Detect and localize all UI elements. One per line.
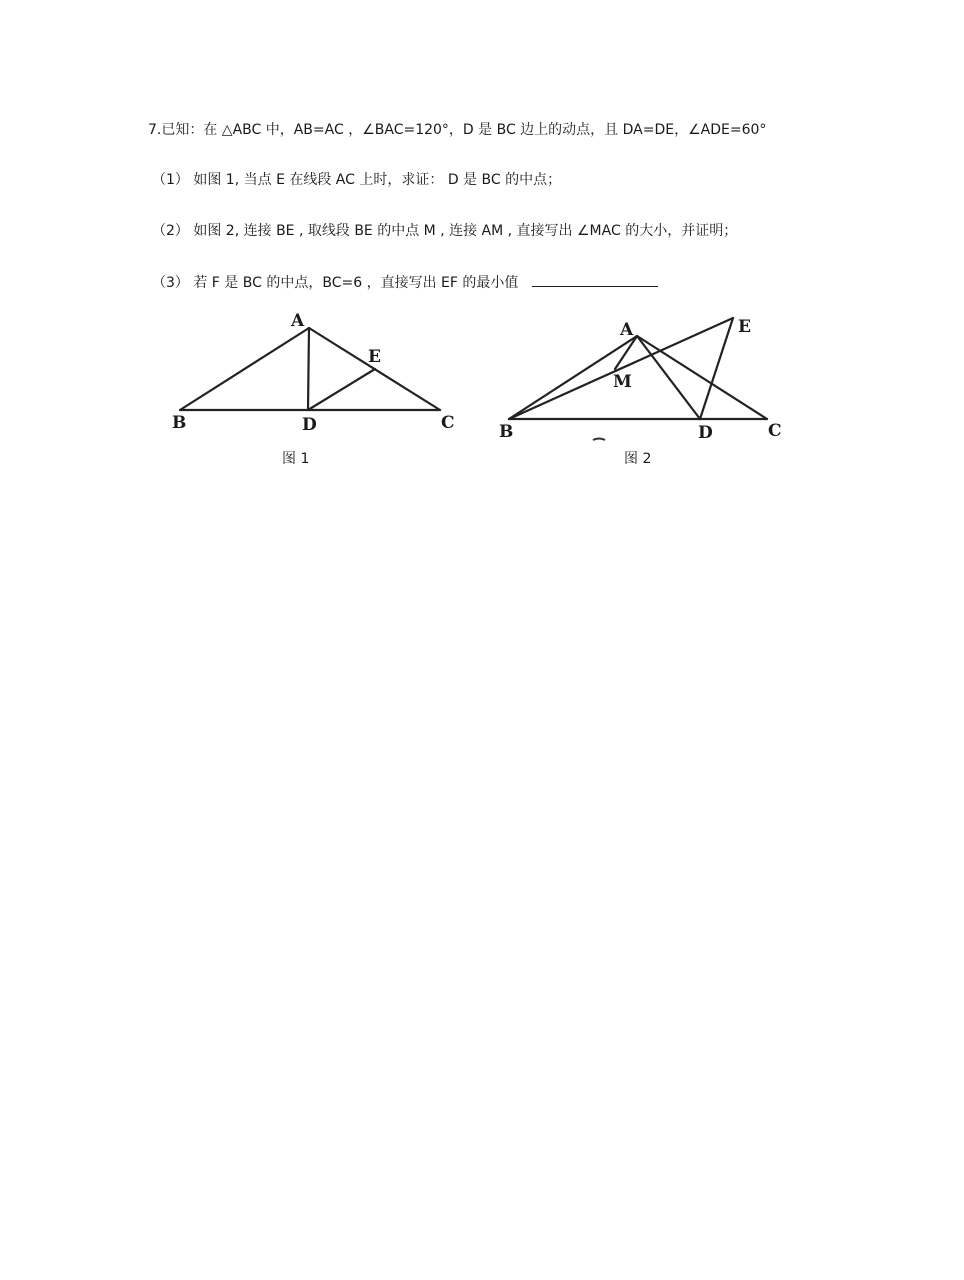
fig2-segment-DE — [700, 318, 733, 419]
problem-part-2: （2） 如图 2, 连接 BE , 取线段 BE 的中点 M , 连接 AM , 直接写出 ∠MAC 的大小，并证明； — [152, 223, 738, 239]
figure-1-caption: 图 1 — [282, 451, 310, 467]
figure-2-lines — [509, 318, 767, 419]
fig2-label-C: C — [768, 421, 782, 441]
fig1-label-C: C — [441, 413, 455, 433]
fig1-label-B: B — [172, 413, 187, 433]
problem-part-1: （1） 如图 1, 当点 E 在线段 AC 上时，求证： D 是 BC 的中点； — [152, 172, 562, 188]
fig2-label-D: D — [698, 423, 713, 443]
fig2-label-E: E — [738, 317, 751, 337]
fig2-label-B: B — [499, 422, 514, 442]
fig2-stray-mark — [593, 439, 605, 441]
fig2-segment-AD — [637, 336, 700, 419]
problem-part-3-text: （3） 若 F 是 BC 的中点，BC=6 ，直接写出 EF 的最小值 — [152, 275, 519, 291]
fig1-label-E: E — [368, 347, 381, 367]
fig2-segment-AM — [615, 336, 637, 369]
problem-stem: 7.已知：在 △ABC 中，AB=AC ，∠BAC=120°，D 是 BC 边上的动点，且 DA=DE，∠ADE=60° — [148, 122, 767, 138]
fig2-label-A: A — [620, 320, 634, 340]
fig2-segment-AC — [637, 336, 767, 419]
figure-2-caption: 图 2 — [624, 451, 652, 467]
fig1-label-D: D — [302, 415, 317, 435]
fig2-label-M: M — [613, 372, 632, 392]
fig1-label-A: A — [291, 311, 305, 331]
